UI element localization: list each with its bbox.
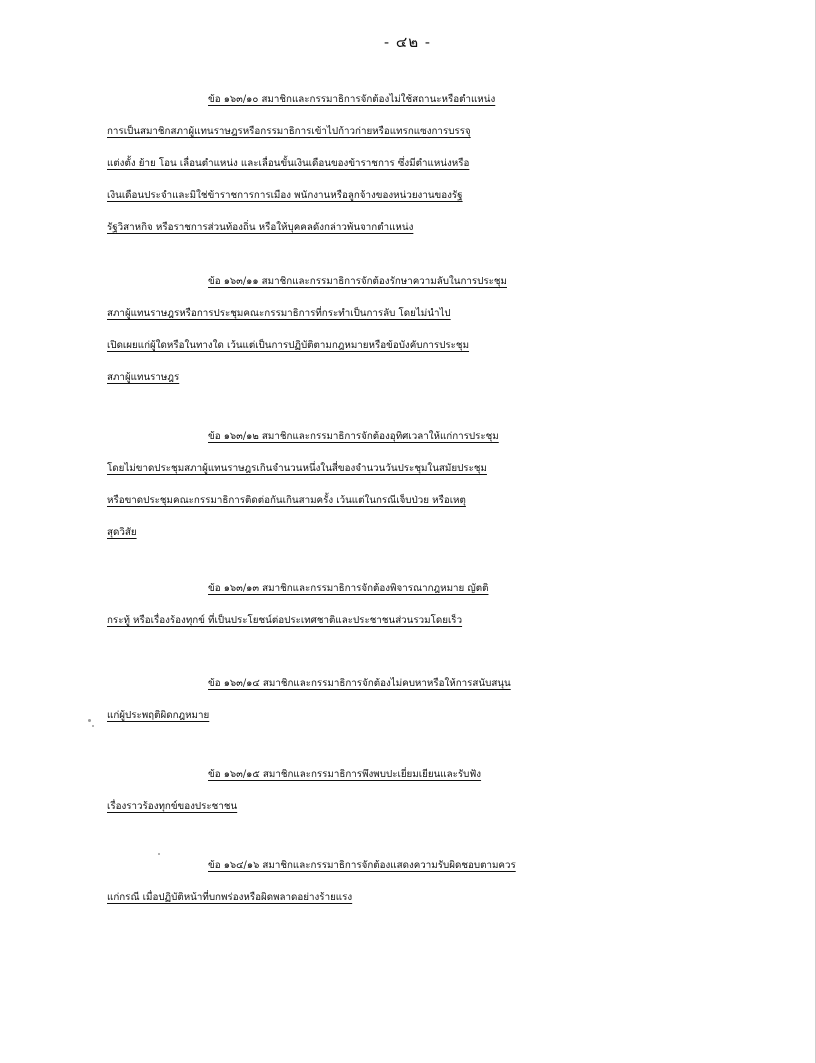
clause-line: ข้อ ๑๖๓/๑๒ สมาชิกและกรรมาธิการจักต้องอุทิศเวลาให้แก่การประชุม xyxy=(208,431,499,442)
clause-line: กระทู้ หรือเรื่องร้องทุกข์ ที่เป็นประโยชน์ต่อประเทศชาติและประชาชนส่วนรวมโดยเร็ว xyxy=(107,615,463,626)
clause-line: แก่กรณี เมื่อปฏิบัติหน้าที่บกพร่องหรือผิดพลาดอย่างร้ายแรง xyxy=(107,892,353,903)
clause-line: เปิดเผยแก่ผู้ใดหรือในทางใด เว้นแต่เป็นการปฏิบัติตามกฎหมายหรือข้อบังคับการประชุม xyxy=(107,340,470,351)
clause-line: ข้อ ๑๖๓/๑๑ สมาชิกและกรรมาธิการจักต้องรักษาความลับในการประชุม xyxy=(208,276,507,287)
clause-line: การเป็นสมาชิกสภาผู้แทนราษฎรหรือกรรมาธิการเข้าไปก้าวก่ายหรือแทรกแซงการบรรจุ xyxy=(107,126,471,137)
clause-line: เงินเดือนประจำและมิใช่ข้าราชการการเมือง พนักงานหรือลูกจ้างของหน่วยงานของรัฐ xyxy=(107,190,463,201)
clause-line: ข้อ ๑๖๓/๑๓ สมาชิกและกรรมาธิการจักต้องพิจารณากฎหมาย ญัตติ xyxy=(208,583,489,594)
clause-163-15 xyxy=(107,759,737,823)
page-number: - ๔๒ - xyxy=(384,33,431,51)
scan-speck xyxy=(88,719,91,722)
clause-164-16 xyxy=(107,850,737,914)
clause-line: แก่ผู้ประพฤติผิดกฎหมาย xyxy=(107,710,210,721)
clause-line: สภาผู้แทนราษฎร xyxy=(107,372,180,383)
clause-line: รัฐวิสาหกิจ หรือราชการส่วนท้องถิ่น หรือให้บุคคลดังกล่าวพ้นจากตำแหน่ง xyxy=(107,222,414,233)
clause-163-10 xyxy=(107,84,737,244)
clause-line: สภาผู้แทนราษฎรหรือการประชุมคณะกรรมาธิการที่กระทำเป็นการลับ โดยไม่นำไป xyxy=(107,308,451,319)
clause-line: ข้อ ๑๖๓/๑๔ สมาชิกและกรรมาธิการจักต้องไม่คบหาหรือให้การสนับสนุน xyxy=(208,678,511,689)
clause-line: ข้อ ๑๖๔/๑๖ สมาชิกและกรรมาธิการจักต้องแสดงความรับผิดชอบตามควร xyxy=(208,860,516,871)
clause-line: สุดวิสัย xyxy=(107,527,137,538)
scan-speck xyxy=(92,725,94,727)
clause-163-13 xyxy=(107,573,737,637)
clause-line: หรือขาดประชุมคณะกรรมาธิการติดต่อกันเกินสามครั้ง เว้นแต่ในกรณีเจ็บป่วย หรือเหตุ xyxy=(107,495,466,506)
clause-163-12 xyxy=(107,421,737,549)
clause-line: โดยไม่ขาดประชุมสภาผู้แทนราษฎรเกินจำนวนหนึ่งในสี่ของจำนวนวันประชุมในสมัยประชุม xyxy=(107,463,487,474)
scan-speck xyxy=(158,853,160,855)
clause-163-14 xyxy=(107,668,737,732)
clause-line: ข้อ ๑๖๓/๑๕ สมาชิกและกรรมาธิการพึงพบปะเยี่ยมเยียนและรับฟัง xyxy=(208,769,482,780)
clause-line: เรื่องราวร้องทุกข์ของประชาชน xyxy=(107,801,238,812)
clause-line: แต่งตั้ง ย้าย โอน เลื่อนตำแหน่ง และเลื่อนขั้นเงินเดือนของข้าราชการ ซึ่งมีตำแหน่งหรือ xyxy=(107,158,470,169)
clause-line: ข้อ ๑๖๓/๑๐ สมาชิกและกรรมาธิการจักต้องไม่ใช้สถานะหรือตำแหน่ง xyxy=(208,94,496,105)
clause-163-11 xyxy=(107,266,737,394)
